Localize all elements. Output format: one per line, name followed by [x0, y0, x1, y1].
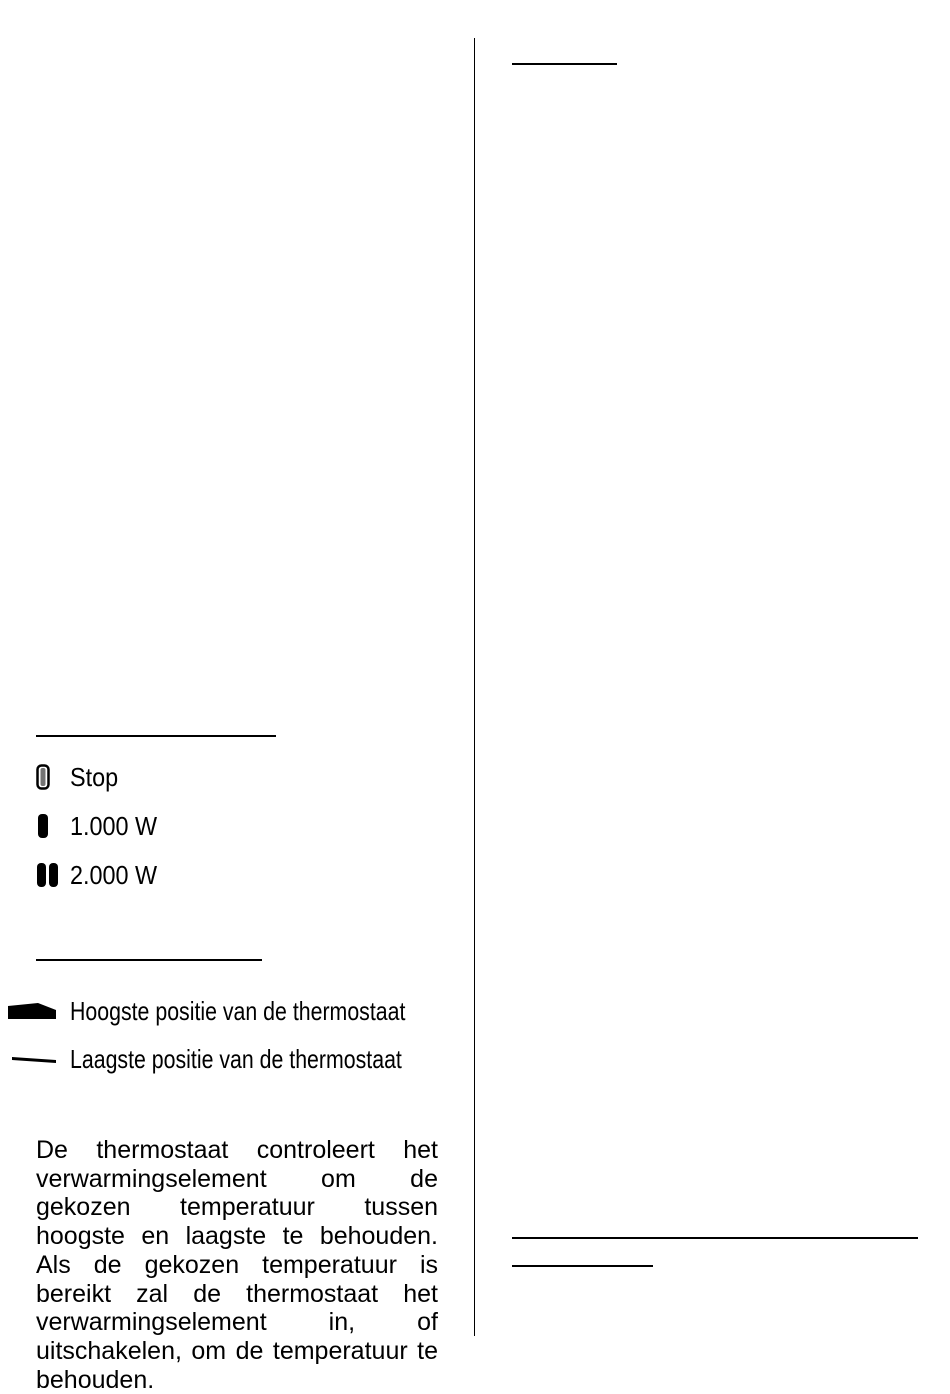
power-setting-label: 2.000 W [70, 860, 158, 890]
power-setting-2000w [36, 859, 167, 891]
thermostat-low-row [8, 1043, 475, 1075]
power-setting-1000w [36, 810, 167, 842]
power-setting-label: 1.000 W [70, 811, 158, 841]
double-bar-icon [36, 862, 66, 888]
thin-wedge-icon [8, 1049, 58, 1069]
wide-wedge-icon [8, 1001, 58, 1021]
power-section-underline [36, 735, 276, 737]
stop-indicator-icon [36, 764, 66, 790]
thermostat-section-underline [36, 959, 262, 961]
right-section-underline [512, 1237, 918, 1239]
thermostat-high-label: Hoogste positie van de thermostaat [70, 996, 406, 1026]
right-section-underline-short [512, 1265, 653, 1267]
thermostat-description: De thermostaat controleert het verwarmingselement om de gekozen temperatuur tussen hoogste en laagste te behouden. Als de gekozen temperatuur is bereikt zal de thermostaat het verwarmingselement in, of uitschakelen, om de temperatuur te behouden. [36, 1136, 438, 1394]
section-heading-underline [512, 63, 617, 65]
column-divider [474, 38, 475, 1336]
thermostat-low-label: Laagste positie van de thermostaat [70, 1044, 402, 1074]
power-setting-stop [36, 761, 124, 793]
thermostat-high-row [8, 995, 479, 1027]
power-setting-label: Stop [70, 762, 119, 792]
single-bar-icon [36, 813, 66, 839]
